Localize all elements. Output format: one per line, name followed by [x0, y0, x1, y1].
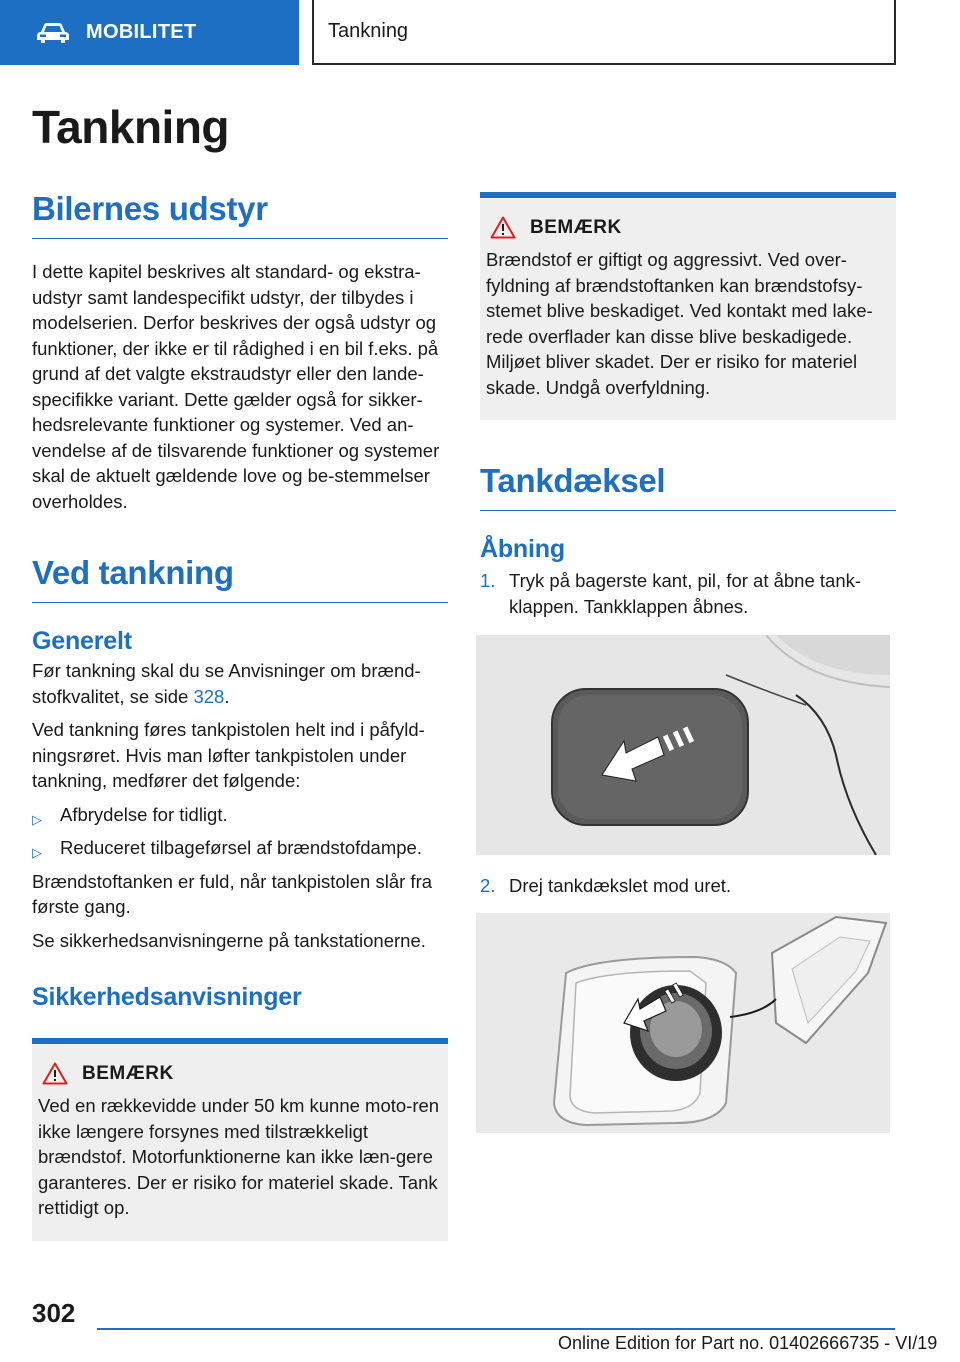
page-title: Tankning [32, 101, 230, 153]
notice-box [32, 1038, 448, 1241]
notice-text: Ved en rækkevidde under 50 km kunne moto-ren ikke længere forsynes med tilstrækkeligt brændstof. Motorfunktionerne kan ikke læn-gere garanteres. Der er risiko for materiel skade. Tank rettidigt op. [38, 1095, 440, 1218]
equipment-paragraph: I dette kapitel beskrives alt standard- og ekstra-udstyr samt landespecifikt udstyr, der tilbydes i modelserien. Derfor beskrives der også udstyr og funktioner, der ikke er til rådighed i en bil f.eks. på grund af det valgte ekstraudstyr eller den lande-specifikke variant. Dette gælder også for sikker-hedsrelevante funktioner og systemer. Ved an-vendelse af de tilsvarende funktioner og systemer skal de aktuelt gældende love og be-stemmelser overholdes. [32, 261, 440, 512]
heading-equipment: Bilernes udstyr [32, 190, 448, 239]
fuel-flap-illustration [476, 635, 890, 855]
general-paragraph-1-end: . [224, 685, 230, 707]
list-item [32, 835, 448, 861]
notice-text: Brændstof er giftigt og aggressivt. Ved over-fyldning af brændstoftanken kan brændstofsy-stemet blive beskadiget. Ved kontakt med lake-rede overflader kan disse blive beskadigede. Miljøet bliver skadet. Der er risiko for materiel skade. Undgå overfyldning. [486, 249, 873, 398]
notice-label: BEMÆRK [530, 216, 622, 238]
list-item-text: Afbrydelse for tidligt. [60, 803, 228, 825]
figure-fuel-flap [476, 635, 890, 855]
section-tab[interactable] [0, 0, 299, 65]
left-column [32, 190, 448, 1241]
footer-edition: Online Edition for Part no. 01402666735 - VI/19 [558, 1333, 938, 1353]
notice-header [38, 1062, 440, 1085]
right-column [480, 192, 896, 1133]
triangle-bullet-icon: ▷ [32, 811, 42, 827]
step-number: 1. [480, 570, 496, 591]
steps-list [480, 873, 896, 899]
footer-divider [97, 1328, 895, 1330]
fuel-cap-illustration [476, 913, 890, 1133]
heading-refuel: Ved tankning [32, 554, 448, 603]
steps-list [480, 568, 896, 619]
heading-general: Generelt [32, 627, 132, 655]
chapter-label: Tankning [328, 20, 409, 42]
step-text: Tryk på bagerste kant, pil, for at åbne tank-klappen. Tankklappen åbnes. [509, 570, 862, 617]
bullet-list [32, 802, 448, 861]
notice-label: BEMÆRK [82, 1062, 174, 1084]
general-paragraph-2: Ved tankning føres tankpistolen helt ind i påfyld-ningsrøret. Hvis man løfter tankpistolen under tankning, medfører det følgende: [32, 719, 425, 791]
list-item [32, 802, 448, 828]
step-number: 2. [480, 875, 496, 896]
car-icon [36, 22, 70, 44]
general-paragraph-3: Brændstoftanken er fuld, når tankpistolen slår fra første gang. [32, 870, 433, 917]
general-paragraph-4: Se sikkerhedsanvisningerne på tankstationerne. [32, 929, 426, 951]
notice-box [480, 192, 896, 420]
notice-header [486, 216, 888, 239]
list-item-text: Reduceret tilbageførsel af brændstofdampe. [60, 837, 422, 858]
step-text: Drej tankdækslet mod uret. [509, 875, 732, 896]
triangle-bullet-icon: ▷ [32, 845, 42, 860]
warning-icon [490, 216, 516, 239]
general-paragraph-1-text: Før tankning skal du se Anvisninger om brænd-stofkvalitet, se side [32, 660, 421, 707]
warning-icon [42, 1062, 68, 1085]
figure-fuel-cap [476, 913, 890, 1133]
chapter-header [312, 0, 896, 65]
heading-safety: Sikkerhedsanvisninger [32, 983, 302, 1011]
step-item [480, 873, 896, 899]
general-paragraph-1 [32, 658, 448, 709]
section-label: MOBILITET [86, 21, 197, 43]
step-item [480, 568, 896, 619]
heading-fuelcap: Tankdæksel [480, 462, 896, 511]
page-link-328[interactable]: 328 [193, 685, 225, 707]
page-number: 302 [32, 1298, 76, 1328]
heading-opening: Åbning [480, 535, 565, 563]
